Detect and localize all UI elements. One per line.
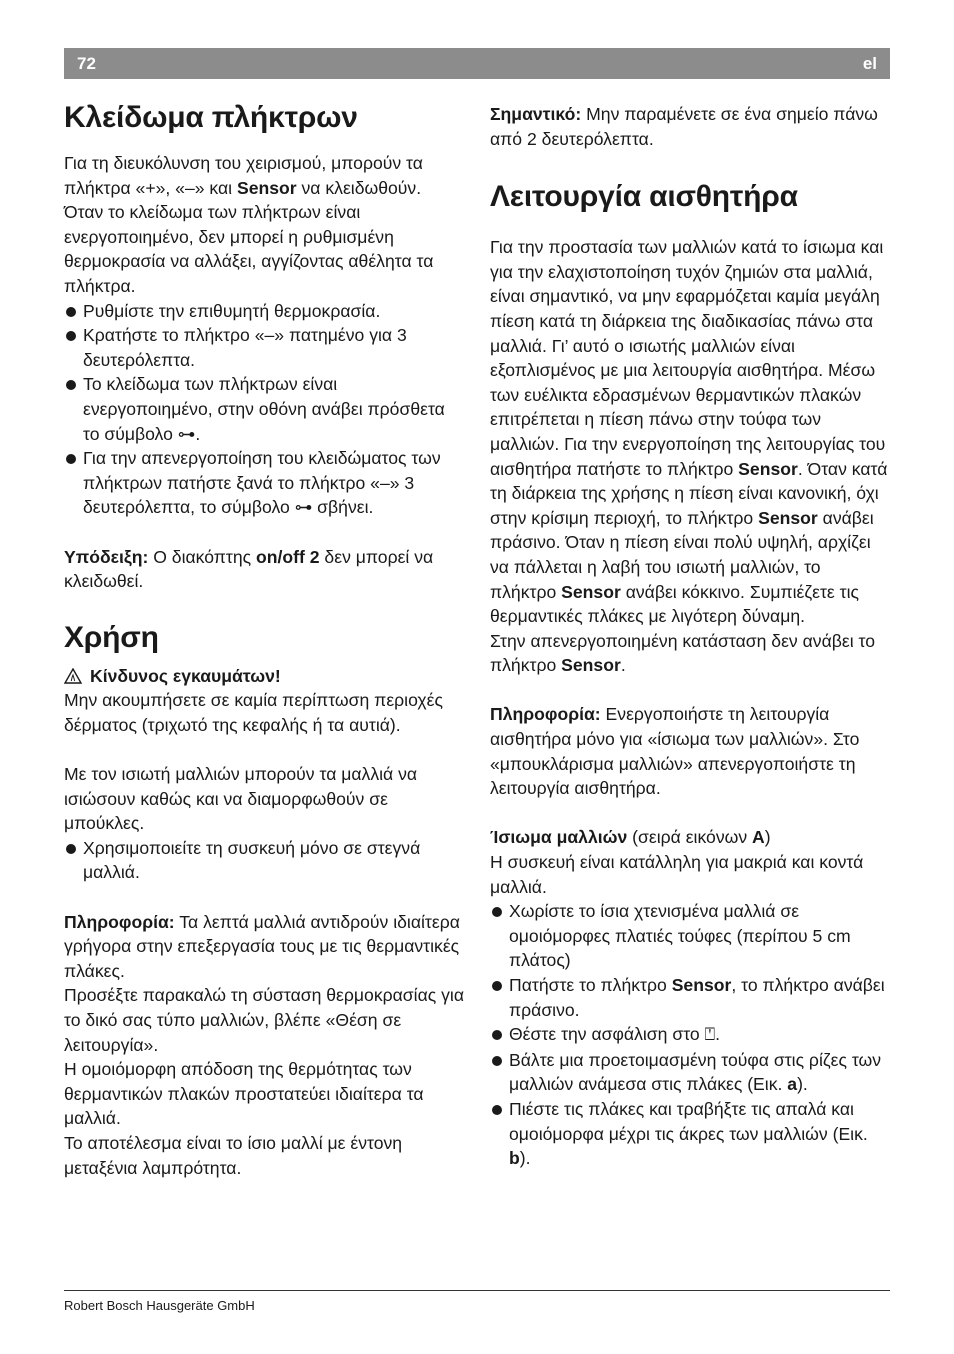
- sensor-info-note: Πληροφορία: Ενεργοποιήστε τη λειτουργία αισθητήρα μόνο για «ίσιωμα των μαλλιών». Στο «μπουκλάρισμα μαλλιών» απενεργοποιήστε τη λειτουργία αισθητήρα.: [490, 704, 860, 799]
- left-column: [64, 98, 464, 1180]
- key-lock-intro: Για τη διευκόλυνση του χειρισμού, μπορούν τα πλήκτρα «+», «–» και Sensor να κλειδωθούν. Όταν το κλείδωμα των πλήκτρων είναι ενεργοποιημένο, δεν μπορεί η ρυθμισμένη θερμοκρασία να αλλάξει, αγγίζοντας αθέλητα τα πλήκτρα.: [64, 153, 434, 296]
- page-number: 72: [77, 54, 96, 73]
- list-item: Πιέστε τις πλάκες και τραβήξτε τις απαλά και ομοιόμορφα μέχρι τις άκρες των μαλλιών (Εικ. b).: [490, 1097, 890, 1171]
- straightening-subheading: Ίσιωμα μαλλιών (σειρά εικόνων A): [490, 827, 771, 848]
- info-note: Πληροφορία: Τα λεπτά μαλλιά αντιδρούν ιδιαίτερα γρήγορα στην επεξεργασία τους με τις θερμαντικές πλάκες.: [64, 911, 460, 981]
- key-lock-steps: [64, 299, 464, 520]
- burn-warning-title: Κίνδυνος εγκαυμάτων!: [64, 664, 464, 689]
- footer-company: Robert Bosch Hausgeräte GmbH: [64, 1298, 255, 1313]
- list-item: Κρατήστε το πλήκτρο «–» πατημένο για 3 δευτερόλεπτα.: [64, 323, 464, 372]
- list-item: Πατήστε το πλήκτρο Sensor, το πλήκτρο ανάβει πράσινο.: [490, 973, 890, 1022]
- list-item: Βάλτε μια προετοιμασμένη τούφα στις ρίζες των μαλλιών ανάμεσα στις πλάκες (Εικ. a).: [490, 1048, 890, 1097]
- warning-triangle-icon: [64, 668, 82, 684]
- straightening-text: Η συσκευή είναι κατάλληλη για μακριά και κοντά μαλλιά.: [490, 852, 864, 897]
- use-steps: [64, 836, 464, 885]
- list-item: Θέστε την ασφάλιση στο ⍞.: [490, 1022, 890, 1048]
- list-item: Ρυθμίστε την επιθυμητή θερμοκρασία.: [64, 299, 464, 324]
- info-paragraph: Προσέξτε παρακαλώ τη σύσταση θερμοκρασίας για το δικό σας τύπο μαλλιών, βλέπε «Θέση σε λειτουργία».: [64, 985, 464, 1055]
- key-lock-heading: Κλείδωμα πλήκτρων: [64, 101, 358, 134]
- list-item: Χωρίστε το ίσια χτενισμένα μαλλιά σε ομοιόμορφες πλατιές τούφες (περίπου 5 cm πλάτος): [490, 899, 890, 973]
- hint-note: Υπόδειξη: Ο διακόπτης on/off 2 δεν μπορεί να κλειδωθεί.: [64, 546, 434, 592]
- language-code: el: [862, 54, 877, 73]
- list-item: Το κλείδωμα των πλήκτρων είναι ενεργοποιημένο, στην οθόνη ανάβει πρόσθετα το σύμβολο ⊶.: [64, 372, 464, 446]
- right-column: [490, 102, 890, 1171]
- important-note: Σημαντικό: Μην παραμένετε σε ένα σημείο πάνω από 2 δευτερόλεπτα.: [490, 104, 878, 149]
- list-item: Χρησιμοποιείτε τη συσκευή μόνο σε στεγνά μαλλιά.: [64, 836, 464, 885]
- off-state-paragraph: Στην απενεργοποιημένη κατάσταση δεν ανάβει το πλήκτρο Sensor.: [490, 630, 875, 676]
- sensor-paragraph: Για την προστασία των μαλλιών κατά το ίσιωμα και για την ελαχιστοποίηση τυχόν ζημιών στα μαλλιά, είναι σημαντικό, να μην εφαρμόζεται καμία μεγάλη πίεση κατά τη διάρκεια της διαδικασίας πάνω στα μαλλιά. Γι’ αυτό ο ισιωτής μαλλιών είναι εξοπλισμένος με μια λειτουργία αισθητήρα. Μέσω των ευέλικτα εδρασμένων θερμαντικών πλακών επιτρέπεται η πίεση πάνω στην τούφα των μαλλιών. Για την ενεργοποίηση της λειτουργίας του αισθητήρα πατήστε το πλήκτρο Sensor. Όταν κατά τη διάρκεια της χρήσης η πίεση είναι κανονική, όχι στην κρίσιμη περιοχή, το πλήκτρο Sensor ανάβει πράσινο. Όταν η πίεση είναι πολύ υψηλή, αρχίζει να πάλλεται η λαβή του ισιωτή μαλλιών, το πλήκτρο Sensor ανάβει κόκκινο. Συμπιέζετε τις θερμαντικές πλάκες με λιγότερη δύναμη.: [490, 237, 888, 627]
- list-item: Για την απενεργοποίηση του κλειδώματος των πλήκτρων πατήστε ξανά το πλήκτρο «–» 3 δευτερόλεπτα, το σύμβολο ⊶ σβήνει.: [64, 446, 464, 520]
- lock-position-icon: ⍞: [704, 1025, 716, 1046]
- footer-divider: [64, 1290, 890, 1291]
- straightening-steps: [490, 899, 890, 1171]
- page-header-bar: [64, 48, 890, 79]
- info-paragraph: Η ομοιόμορφη απόδοση της θερμότητας των θερμαντικών πλακών προστατεύει ιδιαίτερα τα μαλλιά.: [64, 1059, 424, 1129]
- burn-warning-text: Μην ακουμπήσετε σε καμία περίπτωση περιοχές δέρματος (τριχωτό της κεφαλής ή τα αυτιά).: [64, 690, 443, 735]
- use-text: Με τον ισιωτή μαλλιών μπορούν τα μαλλιά να ισιώσουν καθώς και να διαμορφωθούν σε μπούκλες.: [64, 764, 418, 834]
- sensor-heading: Λειτουργία αισθητήρα: [490, 180, 798, 214]
- info-paragraph: Το αποτέλεσμα είναι το ίσιο μαλλί με έντονη μεταξένια λαμπρότητα.: [64, 1132, 403, 1178]
- use-heading: Χρήση: [64, 620, 159, 654]
